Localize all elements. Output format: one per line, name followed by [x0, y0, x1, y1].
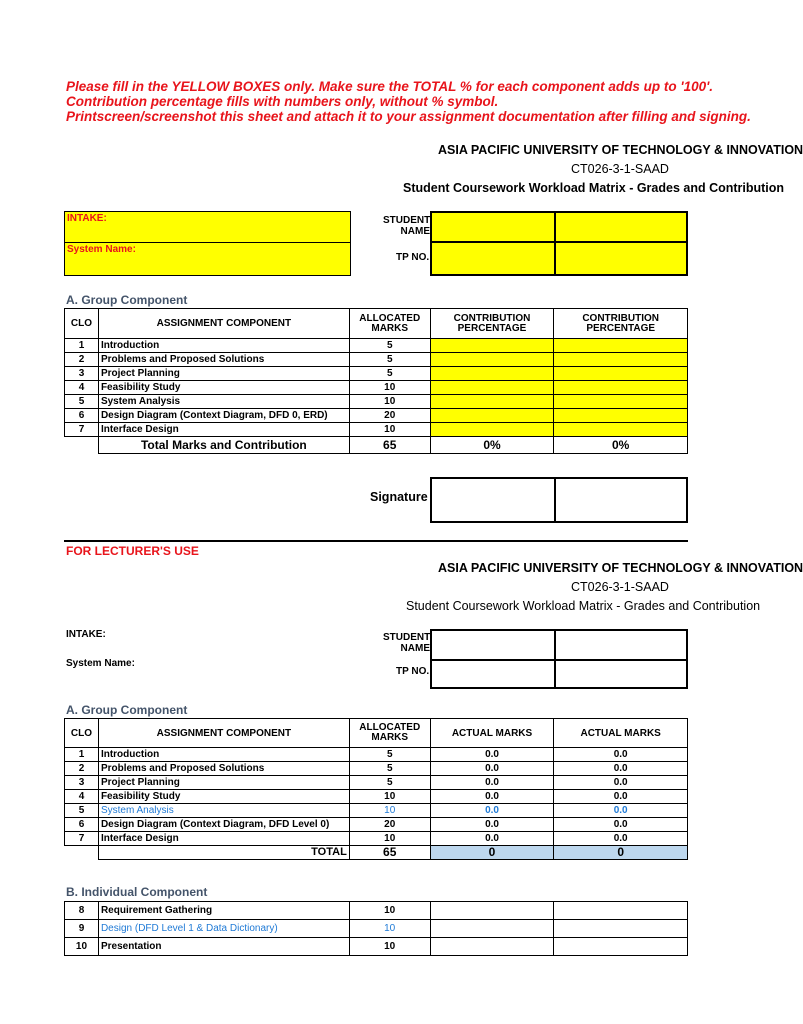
- table-row: 1 Introduction 5: [65, 339, 688, 353]
- table-row: 7 Interface Design 10 0.0 0.0: [65, 832, 688, 846]
- matrix-title-2: Student Coursework Workload Matrix - Grades and Contribution: [406, 599, 761, 613]
- module-code-2: CT026-3-1-SAAD: [571, 580, 669, 594]
- contrib-input[interactable]: [430, 339, 554, 353]
- total-contrib-2: 0%: [554, 437, 688, 454]
- student-name-label: STUDENT NAME: [383, 215, 431, 237]
- signature-label: Signature: [370, 490, 428, 504]
- contrib-input[interactable]: [430, 423, 554, 437]
- group-table: [64, 308, 688, 454]
- lecturer-use-label: FOR LECTURER'S USE: [66, 544, 199, 558]
- university-name: ASIA PACIFIC UNIVERSITY OF TECHNOLOGY & INNOVATION: [438, 143, 803, 157]
- signature-box-2[interactable]: [554, 477, 688, 523]
- contrib-input[interactable]: [430, 381, 554, 395]
- university-name-2: ASIA PACIFIC UNIVERSITY OF TECHNOLOGY & INNOVATION: [438, 561, 803, 575]
- contrib-input[interactable]: [554, 409, 688, 423]
- header-clo: CLO: [65, 309, 99, 339]
- contrib-input[interactable]: [554, 381, 688, 395]
- instruction-line-3: Printscreen/screenshot this sheet and attach it to your assignment documentation after filling and signing.: [66, 109, 751, 124]
- table-row: 1 Introduction 5 0.0 0.0: [65, 748, 688, 762]
- header-contrib-1: CONTRIBUTION PERCENTAGE: [430, 309, 554, 339]
- total-row: [65, 437, 688, 454]
- system-name-input[interactable]: [64, 242, 351, 276]
- table-row: 2 Problems and Proposed Solutions 5: [65, 353, 688, 367]
- tp-input-2[interactable]: [554, 241, 688, 276]
- table-row: 5 System Analysis 10: [65, 395, 688, 409]
- contrib-input[interactable]: [430, 395, 554, 409]
- contrib-input[interactable]: [430, 409, 554, 423]
- lecturer-tp-label: TP NO.: [396, 666, 430, 677]
- contrib-input[interactable]: [430, 367, 554, 381]
- tp-input-1[interactable]: [430, 241, 556, 276]
- student-name-input-1[interactable]: [430, 211, 556, 243]
- intake-input[interactable]: [64, 211, 351, 243]
- total-marks: 65: [349, 437, 430, 454]
- contrib-input[interactable]: [554, 339, 688, 353]
- total-row: TOTAL 65 0 0: [65, 846, 688, 860]
- table-row: 5 System Analysis 10 0.0 0.0: [65, 804, 688, 818]
- contrib-input[interactable]: [430, 353, 554, 367]
- lecturer-intake-label: INTAKE:: [66, 629, 106, 640]
- group-section-title: A. Group Component: [66, 293, 188, 307]
- table-row: 3 Project Planning 5 0.0 0.0: [65, 776, 688, 790]
- signature-box-1[interactable]: [430, 477, 556, 523]
- lecturer-student-name-2[interactable]: [554, 629, 688, 661]
- table-row: 6 Design Diagram (Context Diagram, DFD Level 0) 20 0.0 0.0: [65, 818, 688, 832]
- individual-section-title: B. Individual Component: [66, 885, 208, 899]
- tp-label: TP NO.: [396, 252, 430, 263]
- table-row: 7 Interface Design 10: [65, 423, 688, 437]
- system-name-label: System Name:: [67, 244, 136, 255]
- section-divider: [64, 540, 688, 542]
- contrib-input[interactable]: [554, 423, 688, 437]
- contrib-input[interactable]: [554, 353, 688, 367]
- total-contrib-1: 0%: [430, 437, 554, 454]
- lecturer-tp-2[interactable]: [554, 659, 688, 689]
- lecturer-student-name-label: STUDENT NAME: [383, 632, 431, 654]
- student-name-input-2[interactable]: [554, 211, 688, 243]
- table-row: 4 Feasibility Study 10 0.0 0.0: [65, 790, 688, 804]
- table-row: 4 Feasibility Study 10: [65, 381, 688, 395]
- lecturer-group-section-title: A. Group Component: [66, 703, 188, 717]
- table-row: 2 Problems and Proposed Solutions 5 0.0 0.0: [65, 762, 688, 776]
- instruction-line-1: Please fill in the YELLOW BOXES only. Make sure the TOTAL % for each component adds up to '100'.: [66, 79, 714, 94]
- contrib-input[interactable]: [554, 395, 688, 409]
- lecturer-system-name-label: System Name:: [66, 658, 135, 669]
- matrix-title: Student Coursework Workload Matrix - Grades and Contribution: [403, 181, 785, 195]
- lecturer-student-name-1[interactable]: [430, 629, 556, 661]
- individual-table: [64, 901, 688, 956]
- table-row: 6 Design Diagram (Context Diagram, DFD 0, ERD) 20: [65, 409, 688, 423]
- lecturer-tp-1[interactable]: [430, 659, 556, 689]
- header-contrib-2: CONTRIBUTION PERCENTAGE: [554, 309, 688, 339]
- total-label: Total Marks and Contribution: [98, 437, 349, 454]
- table-row: 10 Presentation 10: [65, 938, 688, 956]
- table-row: 3 Project Planning 5: [65, 367, 688, 381]
- lecturer-table: CLO ASSIGNMENT COMPONENT ALLOCATED MARKS ACTUAL MARKS ACTUAL MARKS 1 Introduction 5 0.0 0.0 2 Problems and Proposed Solutions 5 0.0 0.0 3 Project Planning 5 0.0 0.0 4 Feasibility Study 10 0.0 0.0 5 System Analysis 10 0.0 0.0 6 Design Diagram (Context Diagram, DFD Level 0) 20 0.0 0.0 7 Interface Design 10 0.0 0.0 TOTAL 65 0 0: [64, 718, 688, 860]
- intake-label: INTAKE:: [67, 213, 107, 224]
- contrib-input[interactable]: [554, 367, 688, 381]
- instruction-line-2: Contribution percentage fills with numbers only, without % symbol.: [66, 94, 499, 109]
- header-marks: ALLOCATED MARKS: [349, 309, 430, 339]
- module-code: CT026-3-1-SAAD: [571, 162, 669, 176]
- table-row: 9 Design (DFD Level 1 & Data Dictionary) 10: [65, 920, 688, 938]
- table-row: 8 Requirement Gathering 10: [65, 902, 688, 920]
- header-component: ASSIGNMENT COMPONENT: [98, 309, 349, 339]
